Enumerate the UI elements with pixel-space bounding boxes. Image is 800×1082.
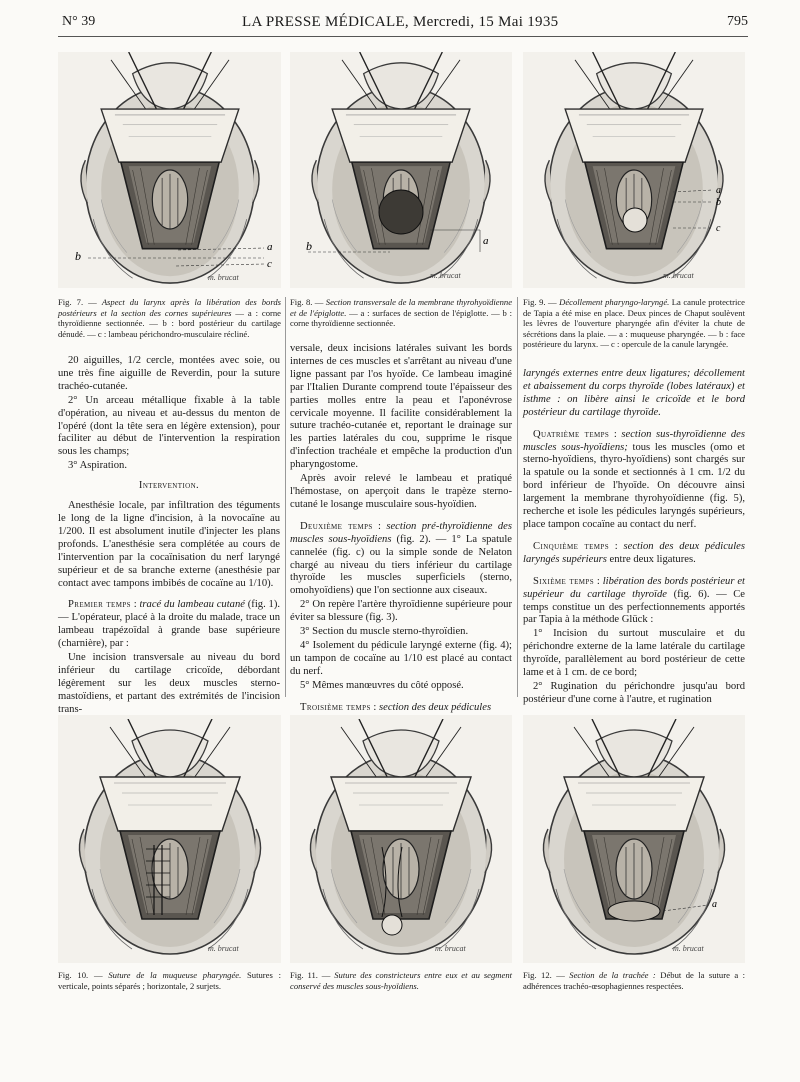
fig7-letter-b: b xyxy=(75,249,81,263)
fig9-caption-title: Décollement pharyngo-laryngé. xyxy=(559,297,670,307)
section-heading-intervention: Intervention. xyxy=(138,480,200,492)
cinquieme-temps-label: Cinquième temps xyxy=(533,540,610,552)
cinquieme-temps-title: section des deux pédicules laryngés supérieurs xyxy=(523,540,745,565)
fig9-letter-b: b xyxy=(716,197,721,208)
col1-para-6: Une incision transversale au niveau du bord inférieur du cartilage cricoïde, débordant légèrement sur les deux muscles sterno-mastoïdiens, et partant des extrémités de l'incision trans- xyxy=(58,652,280,715)
fig11-caption-label: Fig. 11. xyxy=(290,970,318,980)
col2-para-7: 5° Mêmes manœuvres du côté opposé. xyxy=(300,679,464,691)
fig8-letter-a: a xyxy=(483,235,489,247)
column-rule-2 xyxy=(517,297,518,697)
quatrieme-temps-text: tous les muscles (omo et sterno-hyoïdiens, thyro-hyoïdiens) sont chargés sur la spatule ou la sonde et sectionnés à 1 cm. 1/2 du bord inférieur de l'hyoïde. On découvre ainsi largement la membrane thyrohyoïdienne (fig. 5), recherche et isole les pédicules laryngés supérieurs, place tampon cocaïne au contact du nerf. xyxy=(523,441,745,530)
col1-para-2: 2° Un arceau métallique fixable à la table d'opération, au niveau et au-dessus du menton de l'opéré (dont la tête sera en légère extension), pour faciliter au début de l'intervention la respiration sous les champs; xyxy=(58,394,280,458)
page-number: 795 xyxy=(727,14,748,29)
premier-temps-title: tracé du lambeau cutané xyxy=(139,599,245,611)
col3-para-3: Cinquième temps : section des deux pédicules laryngés supérieurs entre deux ligatures. xyxy=(523,540,745,565)
figure-9-illustration xyxy=(523,52,745,288)
fig12-caption-title: Section de la trachée : xyxy=(569,970,656,980)
fig7-signature: m. brucat xyxy=(208,273,239,282)
sixieme-temps-text: (fig. 6). — Ce temps constitue un des perfectionnements apportés par Tapia à la méthode Glück : xyxy=(523,588,746,626)
fig7-caption-label: Fig. 7. xyxy=(58,297,84,307)
col3-para-1 xyxy=(523,368,745,420)
figure-12-illustration xyxy=(523,715,745,963)
fig10-signature: m. brucat xyxy=(208,944,239,953)
cinquieme-temps-text: entre deux ligatures. xyxy=(609,553,696,565)
col3-para-1-text: laryngés externes entre deux ligatures; décollement et abaissement du corps thyroïde (lobes latéraux) et isthme : on libère ainsi le cricoïde et le bord postérieur du cartilage thyroïde. xyxy=(523,368,745,418)
troisieme-temps-label: Troisième temps xyxy=(300,701,371,713)
figure-7-illustration xyxy=(58,52,281,288)
figure-10-illustration xyxy=(58,715,281,963)
figure-10-caption: Fig. 10. — Suture de la muqueuse pharyngée. Sutures : verticale, points séparés ; horizontale, 2 surjets. xyxy=(58,970,281,991)
deuxieme-temps-label: Deuxième temps xyxy=(300,520,373,532)
col2-para-4: 2° On repère l'artère thyroïdienne supérieure pour éviter sa blessure (fig. 3). xyxy=(290,599,512,624)
fig12-signature: m. brucat xyxy=(673,944,704,953)
fig11-caption-title: Suture des constricteurs entre eux et au segment conservé des muscles sous-hyoïdiens. xyxy=(290,970,512,991)
col3-para-5: 1° Incision du surtout musculaire et du périchondre externe de la lame latérale du cartilage thyroïde, parallèlement au bord postérieur de cette lame et à 1 cm. de ce bord; xyxy=(523,628,745,679)
col1-para-5: Premier temps : tracé du lambeau cutané (fig. 1). — L'opérateur, placé à la droite du malade, trace un lambeau trapézoïdal à grande base supérieure (charnière), par : xyxy=(58,599,281,650)
fig12-caption-legend: Début de la suture a : adhérences trachéo-œsophagiennes respectées. xyxy=(523,970,745,991)
fig10-caption-title: Suture de la muqueuse pharyngée. xyxy=(108,970,242,980)
col2-para-3: Deuxième temps : section pré-thyroïdienne des muscles sous-hyoïdiens (fig. 2). — 1° La spatule cannelée (fig. c) ou la simple sonde de Nelaton chargé au niveau du tiers inférieur du cartilage thyroïde les muscles superficiels (sterno, omohyoïdiens) que l'on sectionne aux ciseaux. xyxy=(290,520,513,597)
figure-11-illustration xyxy=(290,715,512,963)
fig7-caption-title: Aspect du larynx après la libération des bords postérieurs et la section des cornes supérieures xyxy=(58,297,282,318)
deuxieme-temps-title: section pré-thyroïdienne des muscles sous-hyoïdiens xyxy=(290,520,512,545)
figure-8-illustration xyxy=(290,52,512,288)
figure-11 xyxy=(290,715,512,963)
fig9-signature: m. brucat xyxy=(663,271,694,280)
fig8-caption-label: Fig. 8. xyxy=(290,297,313,307)
figure-8 xyxy=(290,52,512,288)
figure-12 xyxy=(523,715,745,963)
figure-9-caption: Fig. 9. — Décollement pharyngo-laryngé. La canule protectrice de Tapia a été mise en place. Deux pinces de Chaput soulèvent les lèvres de l'ouverture pharyngée afin d'éviter la chute de sécrétions dans la plaie. — a : muqueuse pharyngée. — b : face postérieure du larynx. — c : opercule de la canule laryngée. xyxy=(523,297,745,350)
fig9-caption-legend: La canule protectrice de Tapia a été mise en place. Deux pinces de Chaput soulèvent les lèvres de l'ouverture pharyngée afin d'éviter la chute de sécrétions dans la plaie. — a : muqueuse pharyngée. — b : face postérieure du larynx. — c : opercule de la canule laryngée. xyxy=(523,297,745,350)
fig8-letter-b: b xyxy=(306,239,312,253)
col2-para-6: 4° Isolement du pédicule laryngé externe (fig. 4); un tampon de cocaïne au 1/10 est placé au contact du nerf. xyxy=(290,639,512,677)
col1-para-4: Anesthésie locale, par infiltration des téguments le long de la ligne d'incision, à la novocaïne au 1/200. Il est absolument inutile d'injecter les plans profonds. L'anesthésie sera complétée au cours de l'intervention par la cocaïnisation du nerf laryngé supérieur et de sa branche externe (anesthésie par contact avec tampons imbibés de cocaïne au 1/10). xyxy=(58,500,280,589)
journal-title: LA PRESSE MÉDICALE, Mercredi, 15 Mai 1935 xyxy=(242,14,559,30)
col2-para-1: versale, deux incisions latérales suivant les bords internes de ces muscles et s'arrêtant au niveau d'une ligne passant par l'os hyoïde. Ce lambeau imaginé par l'Italien Durante comprend toute l'épaisseur des parties molles entre la peau et l'aponévrose cervicale moyenne. Il facilite considérablement la suture trachéo-cutanée et, reportant le drainage sur les parties latérales du cou, supprime le risque d'infection trachéale et empêche la production d'un pharyngostome. xyxy=(290,343,512,471)
sixieme-temps-label: Sixième temps xyxy=(533,575,595,587)
col1-para-3: 3° Aspiration. xyxy=(68,460,127,472)
premier-temps-text: (fig. 1). — L'opérateur, placé à la droite du malade, trace un lambeau trapézoïdal à grande base supérieure (charnière), par : xyxy=(58,599,281,650)
header-rule xyxy=(58,36,748,37)
text-column-2 xyxy=(290,343,512,715)
figure-8-caption: Fig. 8. — Section transversale de la membrane thyrohyoïdienne et de l'épiglotte. — a : surfaces de section de l'épiglotte. — b : corne thyroïdienne sectionnée. xyxy=(290,297,513,329)
col2-para-8: Troisième temps : section des deux pédicules xyxy=(300,701,492,713)
text-column-1 xyxy=(58,355,280,718)
col1-para-1: 20 aiguilles, 1/2 cercle, montées avec soie, ou une très fine aiguille de Reverdin, pour la suture trachéo-cutanée. xyxy=(58,355,280,392)
premier-temps-label: Premier temps xyxy=(68,599,131,611)
fig9-caption-label: Fig. 9. xyxy=(523,297,546,307)
fig8-caption-legend: a : surfaces de section de l'épiglotte. — b : corne thyroïdienne sectionnée. xyxy=(290,307,513,329)
fig9-letter-a: a xyxy=(716,185,721,196)
quatrieme-temps-title: section sus-thyroïdienne des muscles sous-hyoïdiens; xyxy=(523,428,745,453)
text-column-3 xyxy=(523,368,745,708)
fig11-signature: m. brucat xyxy=(435,944,466,953)
col3-para-2: Quatrième temps : section sus-thyroïdienne des muscles sous-hyoïdiens; tous les muscles (omo et sterno-hyoïdiens, thyro-hyoïdiens) sont chargés sur la spatule ou la sonde et sectionnés à 1 cm. 1/2 du bord inférieur de l'hyoïde. On découvre ainsi largement la membrane thyrohyoïdienne (fig. 5), recherche et isole les pédicules laryngés supérieurs, place tampon cocaïne au contact du nerf. xyxy=(523,428,745,530)
fig10-caption-label: Fig. 10. xyxy=(58,970,89,980)
fig10-caption-legend: Sutures : verticale, points séparés ; horizontale, 2 surjets. xyxy=(58,970,281,991)
fig7-caption-legend: a : corne thyroïdienne sectionnée. — b : bord postérieur du cartilage dénudé. — c : lambeau périchondro-musculaire récliné. xyxy=(58,307,281,339)
col2-para-2: Après avoir relevé le lambeau et pratiqué l'hémostase, on aperçoit dans le trapèze sterno-cutané le losange musculaire sous-hyoïdien. xyxy=(290,473,512,510)
fig8-signature: m. brucat xyxy=(430,271,461,280)
fig9-letter-c: c xyxy=(716,223,721,234)
issue-number: N° 39 xyxy=(62,14,96,29)
quatrieme-temps-label: Quatrième temps xyxy=(533,428,610,440)
fig12-caption-label: Fig. 12. xyxy=(523,970,552,980)
col3-para-6: 2° Rugination du périchondre jusqu'au bord postérieur d'une corne à l'autre, et rugination xyxy=(523,680,745,705)
figure-11-caption: Fig. 11. — Suture des constricteurs entre eux et au segment conservé des muscles sous-hyoïdiens. xyxy=(290,970,512,991)
figure-12-caption: Fig. 12. — Section de la trachée : Début de la suture a : adhérences trachéo-œsophagiennes respectées. xyxy=(523,970,745,991)
figure-7 xyxy=(58,52,281,288)
figure-7-caption: Fig. 7. — Aspect du larynx après la libération des bords postérieurs et la section des cornes supérieures — a : corne thyroïdienne sectionnée. — b : bord postérieur du cartilage dénudé. — c : lambeau périchondro-musculaire récliné. xyxy=(58,297,282,339)
fig7-letter-a: a xyxy=(267,241,273,253)
fig7-letter-c: c xyxy=(267,258,272,270)
deuxieme-temps-text: (fig. 2). — 1° La spatule cannelée (fig. c) ou la simple sonde de Nelaton chargé au niveau du tiers inférieur du cartilage thyroïde les muscles superficiels (sterno, omohyoïdiens) que l'on sectionne aux ciseaux. xyxy=(290,533,513,597)
figure-9 xyxy=(523,52,745,288)
col2-para-5: 3° Section du muscle sterno-thyroïdien. xyxy=(300,626,469,638)
sixieme-temps-title: libération des bords postérieur et supérieur du cartilage thyroïde xyxy=(523,575,745,600)
troisieme-temps-title: section des deux pédicules xyxy=(379,701,492,713)
column-rule-1 xyxy=(285,297,286,697)
fig8-caption-title: Section transversale de la membrane thyrohyoïdienne et de l'épiglotte. xyxy=(290,297,513,318)
col3-para-4: Sixième temps : libération des bords postérieur et supérieur du cartilage thyroïde (fig. 6). — Ce temps constitue un des perfectionnements apportés par Tapia à la méthode Glück : xyxy=(523,575,746,626)
fig12-letter-a: a xyxy=(712,899,717,910)
figure-10 xyxy=(58,715,281,963)
